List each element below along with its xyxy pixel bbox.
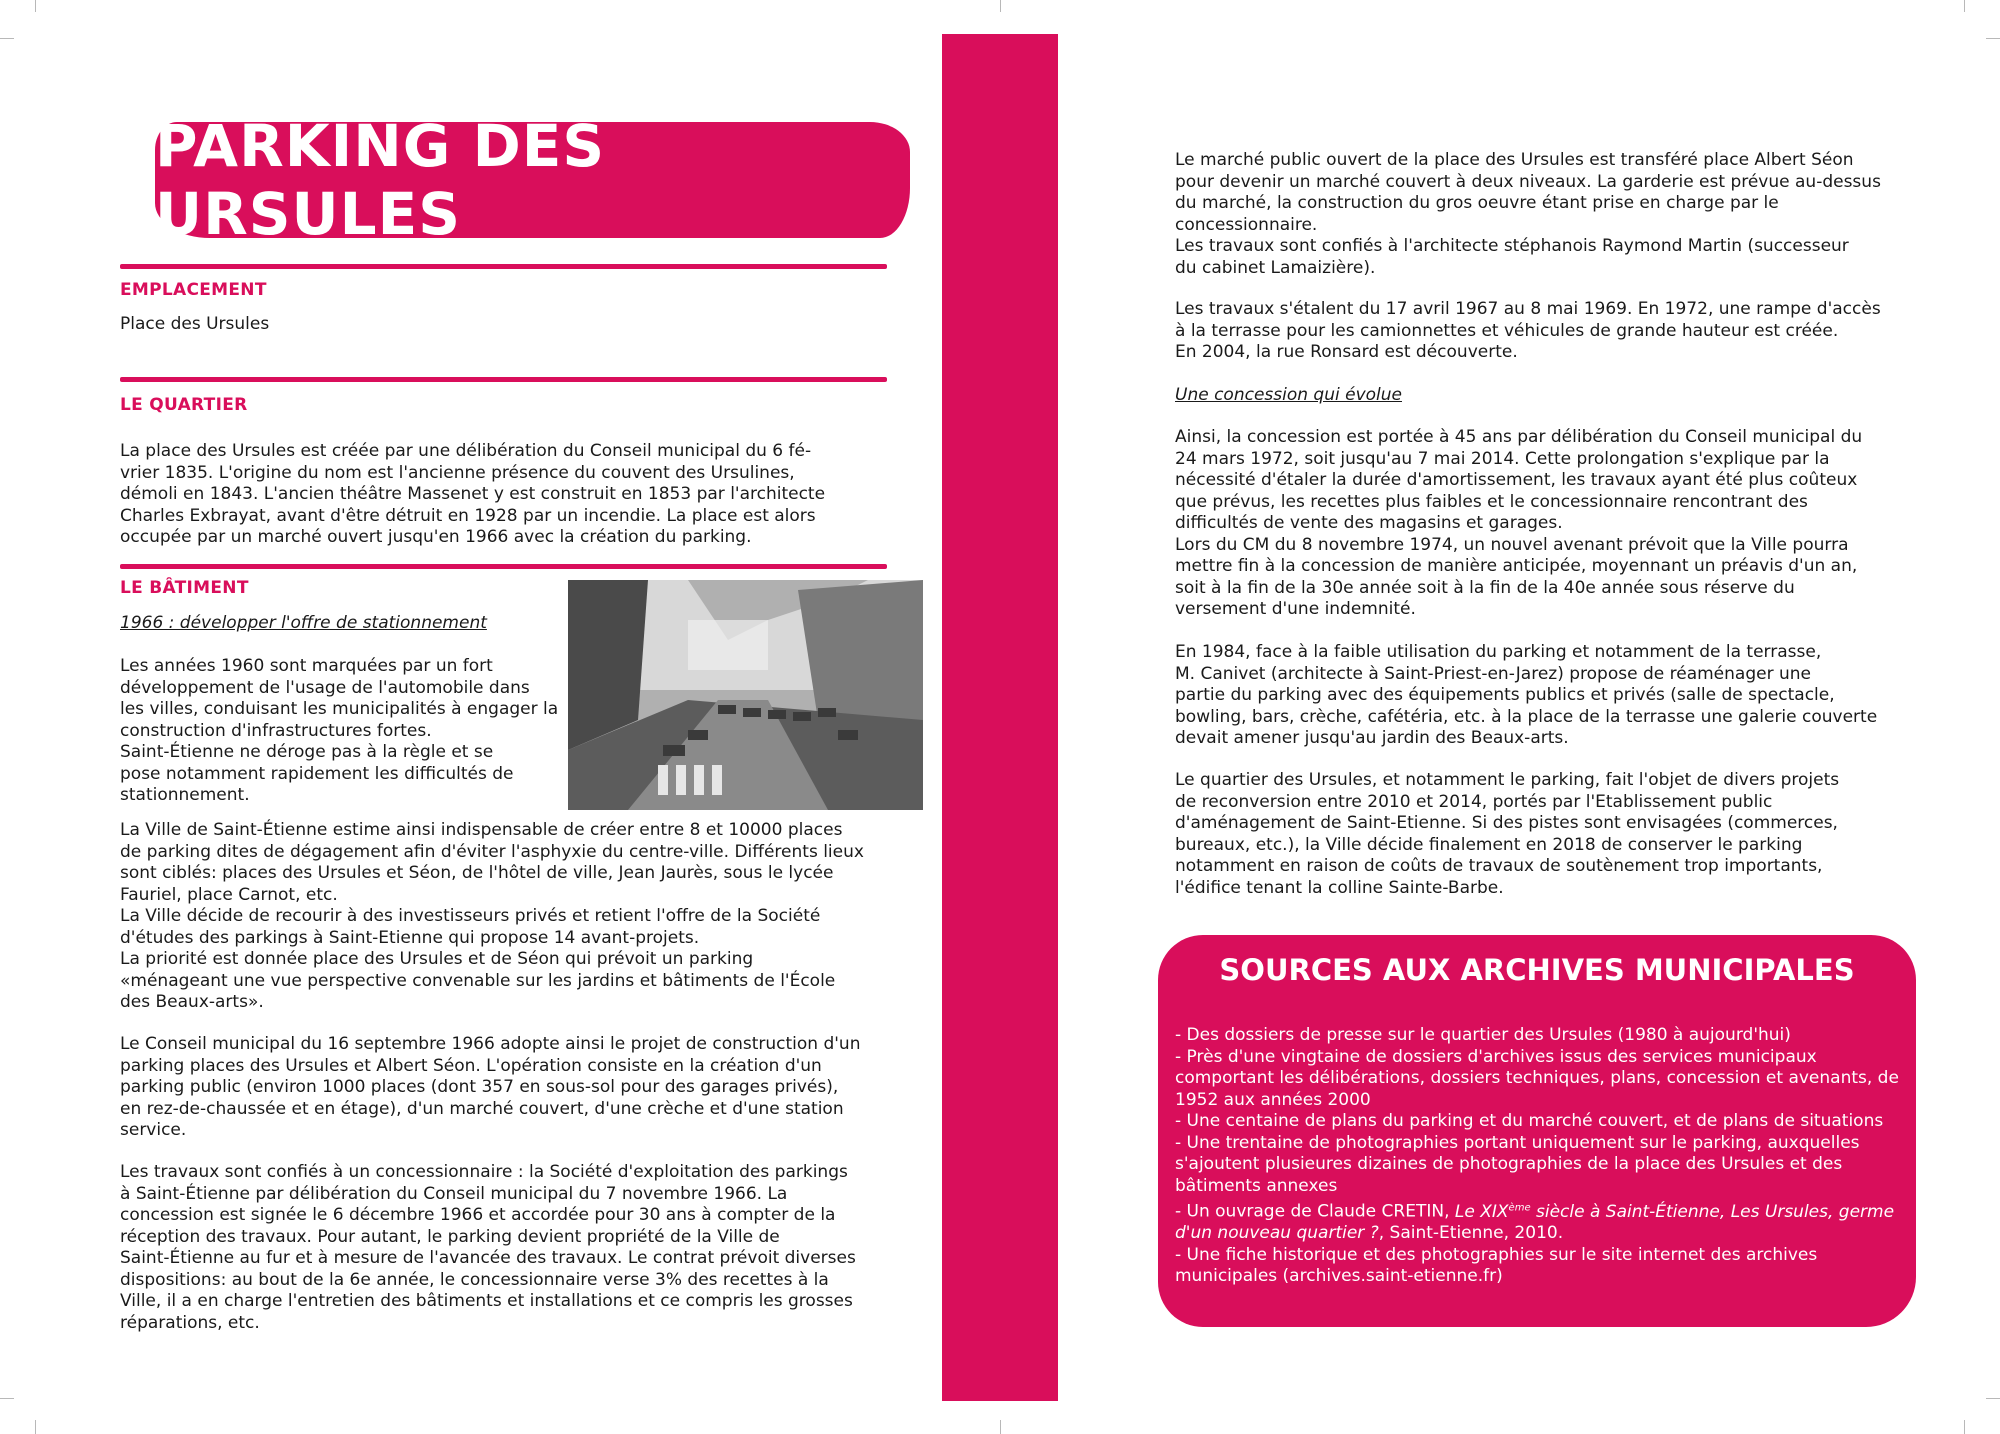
batiment-p3: Le Conseil municipal du 16 septembre 1966 adopte ainsi le projet de construction d'un parking places des Ursules et Albert Séon. L'opération consiste en la création d'un parking public (environ 1000 places (dont 357 en sous-sol pour des garages privés), en rez-de-chaussée et en étage), d'un marché couvert, d'une crèche et d'une station service. — [120, 1034, 861, 1140]
source-item: - Une centaine de plans du parking et du marché couvert, et de plans de situations — [1175, 1111, 1884, 1131]
source-item-suffix: , Saint-Etienne, 2010. — [1378, 1223, 1564, 1244]
batiment-p2: La Ville de Saint-Étienne estime ainsi indispensable de créer entre 8 et 10000 places de parking dites de dégagement afin d'éviter l'asphyxie du centre-ville. Différents lieux sont ciblés: places des Ursules et Séon, de l'hôtel de ville, Jean Jaurès, sous le lycée Fauriel, place Carnot, etc. La Ville décide de recourir à des investisseurs privés et retient l'offre de la Société d'études des parkings à Saint-Etienne qui propose 14 avant-projets. La priorité est donnée place des Ursules et de Séon qui prévoit un parking «ménageant une vue perspective convenable sur les jardins et bâtiments de l'École des Beaux-arts». — [120, 820, 864, 1012]
page-title: PARKING DES URSULES — [155, 112, 606, 248]
section-rule — [120, 564, 887, 569]
source-item: - Des dossiers de presse sur le quartier des Ursules (1980 à aujourd'hui) — [1175, 1025, 1791, 1045]
section-rule — [120, 264, 887, 269]
source-item-sup: ème — [1508, 1202, 1531, 1213]
right-p3: Ainsi, la concession est portée à 45 ans par délibération du Conseil municipal du 24 mars 1972, soit jusqu'au 7 mai 2014. Cette prolongation s'explique par la nécessité d'étaler la durée d'amortissement, les travaux ayant été plus coûteux que prévus, les recettes plus faibles et le concessionnaire rencontrant des difficultés de vente des magasins et garages. Lors du CM du 8 novembre 1974, un nouvel avenant prévoit que la Ville pourra mettre fin à la concession de manière anticipée, moyennant un préavis d'un an, soit à la fin de la 30e année soit à la fin de la 40e année sous réserve du versement d'une indemnité. — [1175, 427, 1863, 619]
source-item-italic-a: Le XIX — [1454, 1201, 1509, 1222]
emplacement-text: Place des Ursules — [120, 314, 270, 334]
batiment-subheading: 1966 : développer l'offre de stationnement — [120, 613, 487, 633]
source-item: - Près d'une vingtaine de dossiers d'archives issus des services municipaux comportant les délibérations, dossiers techniques, plans, concession et avenants, de 1952 aux années 2000 — [1175, 1046, 1899, 1110]
parking-photo-illustration — [568, 580, 923, 810]
source-item — [1175, 1197, 1905, 1245]
source-item-italic-b: siècle à Saint-Étienne, Les Ursules, germe d'un nouveau quartier ? — [1175, 1201, 1895, 1244]
historical-photo — [568, 580, 923, 810]
right-p2: Les travaux s'étalent du 17 avril 1967 au 8 mai 1969. En 1972, une rampe d'accès à la terrasse pour les camionnettes et véhicules de grande hauteur est créée. En 2004, la rue Ronsard est découverte. — [1175, 299, 1881, 362]
right-subheading: Une concession qui évolue — [1175, 385, 1402, 405]
quartier-text: La place des Ursules est créée par une délibération du Conseil municipal du 6 fé- vrier 1835. L'origine du nom est l'ancienne présence du couvent des Ursulines, démoli en 1843. L'ancien théâtre Massenet y est construit en 1853 par l'architecte Charles Exbrayat, avant d'être détruit en 1928 par un incendie. La place est alors occupée par un marché ouvert jusqu'en 1966 avec la création du parking. — [120, 441, 826, 547]
section-rule — [120, 377, 887, 382]
batiment-p1: Les années 1960 sont marquées par un fort développement de l'usage de l'automobile dans les villes, conduisant les municipalités à engager la construction d'infrastructures fortes. Saint-Étienne ne déroge pas à la règle et se pose notamment rapidement les difficultés de stationnement. — [120, 656, 559, 805]
source-item-prefix: - Un ouvrage de Claude CRETIN, — [1175, 1201, 1455, 1222]
source-item: - Une trentaine de photographies portant uniquement sur le parking, auxquelles s'ajoutent plusieures dizaines de photographies de la place des Ursules et des bâtiments annexes — [1175, 1132, 1860, 1196]
batiment-p4: Les travaux sont confiés à un concessionnaire : la Société d'exploitation des parkings à Saint-Étienne par délibération du Conseil municipal du 7 novembre 1966. La concession est signée le 6 décembre 1966 et accordée pour 30 ans à compter de la réception des travaux. Pour autant, le parking devient propriété de la Ville de Saint-Étienne au fur et à mesure de l'avancée des travaux. Le contrat prévoit diverses dispositions: au bout de la 6e année, le concessionnaire verse 3% des recettes à la Ville, il a en charge l'entretien des bâtiments et installations et ce compris les grosses réparations, etc. — [120, 1162, 856, 1333]
center-divider-bar — [942, 34, 1058, 1401]
right-p4: En 1984, face à la faible utilisation du parking et notamment de la terrasse, M. Canivet (architecte à Saint-Priest-en-Jarez) propose de réaménager une partie du parking avec des équipements publics et privés (salle de spectacle, bowling, bars, crèche, cafétéria, etc. à la place de la terrasse une galerie couverte devait amener jusqu'au jardin des Beaux-arts. — [1175, 642, 1878, 748]
source-item: - Une fiche historique et des photographies sur le site internet des archives municipales (archives.saint-etienne.fr) — [1175, 1244, 1818, 1287]
right-p5: Le quartier des Ursules, et notamment le parking, fait l'objet de divers projets de reconversion entre 2010 et 2014, portés par l'Etablissement public d'aménagement de Saint-Etienne. Si des pistes sont envisagées (commerces, bureaux, etc.), la Ville décide finalement en 2018 de conserver le parking notamment en raison de coûts de travaux de soutènement trop importants, l'édifice tenant la colline Sainte-Barbe. — [1175, 770, 1840, 898]
sources-list — [1175, 1025, 1905, 1288]
heading-batiment: LE BÂTIMENT — [120, 578, 249, 598]
heading-quartier: LE QUARTIER — [120, 395, 248, 415]
sources-title: SOURCES AUX ARCHIVES MUNICIPALES — [1219, 953, 1855, 987]
title-banner — [155, 112, 910, 248]
right-p1: Le marché public ouvert de la place des Ursules est transféré place Albert Séon pour devenir un marché couvert à deux niveaux. La garderie est prévue au-dessus du marché, la construction du gros oeuvre étant prise en charge par le concessionnaire. Les travaux sont confiés à l'architecte stéphanois Raymond Martin (successeur du cabinet Lamaizière). — [1175, 150, 1881, 278]
heading-emplacement: EMPLACEMENT — [120, 280, 267, 300]
